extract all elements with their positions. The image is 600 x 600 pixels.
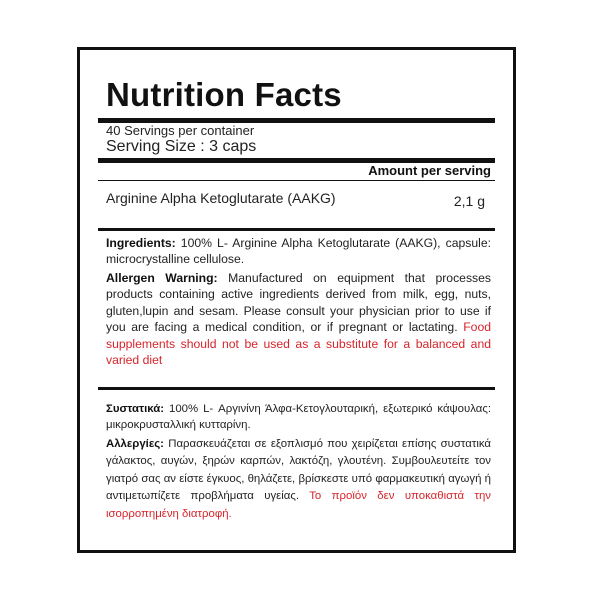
label-content xyxy=(98,50,495,550)
ingredients-gr-text: 100% L- Αργινίνη Άλφα-Κετογλουταρική, εξωτερικό κάψουλας: μικροκρυσταλλική κυτταρίνη. xyxy=(106,403,491,431)
nutrient-amount: 2,1 g xyxy=(453,193,485,209)
servings-per-container: 40 Servings per container xyxy=(106,123,255,138)
nutrient-divider xyxy=(98,228,495,231)
allergen-warning-en xyxy=(106,270,491,368)
supplement-warning-en: Food supplements should not be used as a substitute for a balanced and varied diet xyxy=(106,320,491,368)
amount-per-serving-header: Amount per serving xyxy=(368,163,491,178)
ingredients-en xyxy=(106,235,491,268)
nutrient-name: Arginine Alpha Ketoglutarate (AAKG) xyxy=(106,190,336,206)
allergen-gr-label: Αλλεργίες: xyxy=(106,438,164,450)
allergen-en-label: Allergen Warning: xyxy=(106,271,218,285)
serving-size: Serving Size : 3 caps xyxy=(106,138,257,155)
allergen-warning-gr xyxy=(106,436,491,523)
ingredients-en-label: Ingredients: xyxy=(106,236,176,250)
ingredients-gr-label: Συστατικά: xyxy=(106,403,165,415)
ingredients-gr xyxy=(106,401,491,433)
allergen-en-text: Manufactured on equipment that processes products containing active ingredients derived from milk, egg, nuts, gluten,lupin and sesam. Please consult your physician prior to use if you are facing a medical condition, or if pregnant or lactating. xyxy=(106,271,491,335)
header-divider xyxy=(98,180,495,181)
label-title: Nutrition Facts xyxy=(106,76,342,113)
language-divider xyxy=(98,387,495,390)
nutrition-label xyxy=(77,47,516,553)
allergen-gr-text: Παρασκευάζεται σε εξοπλισμό που χειρίζεται επίσης συστατικά γάλακτος, αυγών, ξηρών καρπών, λακτόζη, γλουτένη. Συμβουλευτείτε τον γιατρό σας αν είστε έγκυος, θηλάζετε, βρίσκεστε υπό φαρμακευτική αγωγή ή αντιμετωπίζετε προβλήματα υγείας. xyxy=(106,438,491,503)
supplement-warning-gr: Το προϊόν δεν υποκαθιστά την ισορροπημένη διατροφή. xyxy=(106,490,491,520)
ingredients-en-text: 100% L- Arginine Alpha Ketoglutarate (AAKG), capsule: microcrystalline cellulose. xyxy=(106,236,491,267)
